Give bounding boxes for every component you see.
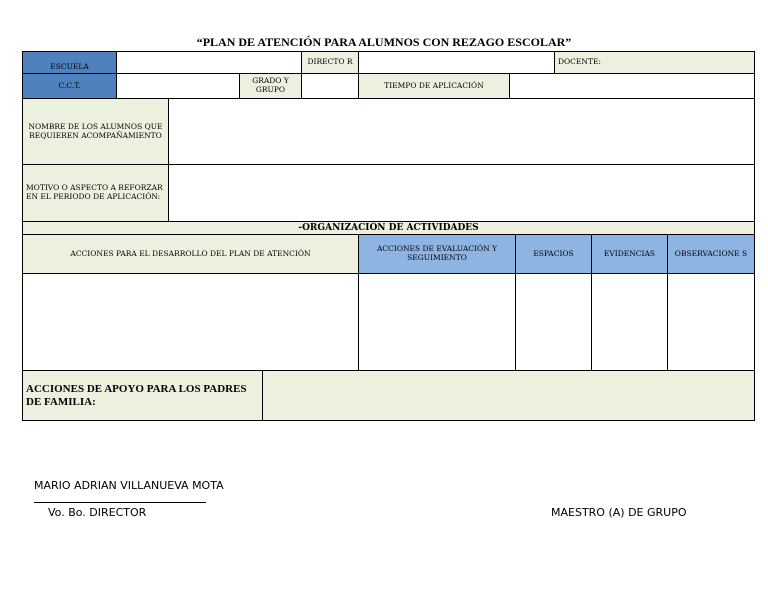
observaciones-field[interactable]: [667, 273, 755, 371]
grado-grupo-field[interactable]: [301, 73, 359, 99]
tiempo-aplicacion-label: TIEMPO DE APLICACIÓN: [358, 73, 510, 99]
director-signature-line: [34, 502, 206, 503]
tiempo-aplicacion-field[interactable]: [509, 73, 755, 99]
nombre-alumnos-label: NOMBRE DE LOS ALUMNOS QUE REQUIEREN ACOMPAÑAMIENTO: [22, 98, 169, 165]
director-field[interactable]: [358, 51, 555, 74]
apoyo-padres-label: ACCIONES DE APOYO PARA LOS PADRES DE FAMILIA:: [22, 370, 263, 421]
director-name: MARIO ADRIAN VILLANUEVA MOTA: [34, 479, 224, 492]
acciones-desarrollo-field[interactable]: [22, 273, 359, 371]
cct-label: C.C.T.: [22, 73, 117, 99]
motivo-field[interactable]: [168, 164, 755, 222]
escuela-label: ESCUELA: [22, 51, 117, 74]
organizacion-actividades-header: -ORGANIZACIÓN DE ACTIVIDADES: [22, 221, 755, 235]
apoyo-padres-field[interactable]: [262, 370, 755, 421]
evidencias-header: EVIDENCIAS: [591, 234, 668, 274]
director-label: DIRECTO R: [301, 51, 359, 74]
cct-field[interactable]: [116, 73, 240, 99]
observaciones-header: OBSERVACIONE S: [667, 234, 755, 274]
acciones-evaluacion-header: ACCIONES DE EVALUACIÓN Y SEGUIMIENTO: [358, 234, 516, 274]
acciones-desarrollo-header: ACCIONES PARA EL DESARROLLO DEL PLAN DE ATENCIÓN: [22, 234, 359, 274]
escuela-field[interactable]: [116, 51, 302, 74]
teacher-caption: MAESTRO (A) DE GRUPO: [551, 506, 687, 519]
evidencias-field[interactable]: [591, 273, 668, 371]
grado-grupo-label: GRADO Y GRUPO: [239, 73, 302, 99]
motivo-label: MOTIVO O ASPECTO A REFORZAR EN EL PERIODO DE APLICACIÓN:: [22, 164, 169, 222]
director-caption: Vo. Bo. DIRECTOR: [48, 506, 147, 519]
acciones-evaluacion-field[interactable]: [358, 273, 516, 371]
docente-label: DOCENTE:: [554, 51, 755, 74]
espacios-header: ESPACIOS: [515, 234, 592, 274]
document-title: “PLAN DE ATENCIÓN PARA ALUMNOS CON REZAGO ESCOLAR”: [196, 35, 572, 49]
nombre-alumnos-field[interactable]: [168, 98, 755, 165]
espacios-field[interactable]: [515, 273, 592, 371]
